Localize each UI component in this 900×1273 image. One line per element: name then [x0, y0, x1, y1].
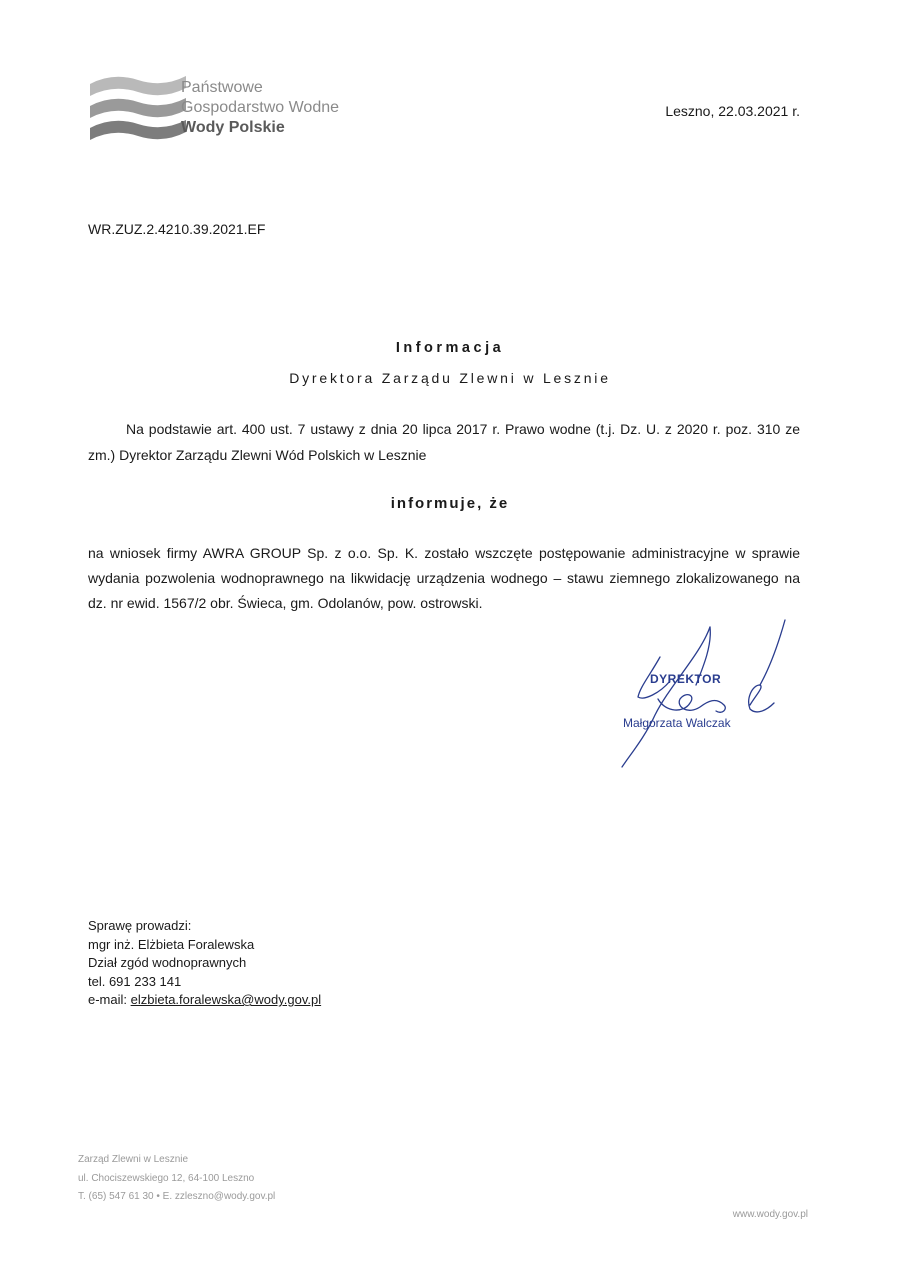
document-subtitle: Dyrektora Zarządu Zlewni w Lesznie — [289, 370, 611, 386]
footer-line-2: ul. Chociszewskiego 12, 64-100 Leszno — [78, 1172, 255, 1184]
contact-email-row — [88, 991, 321, 1010]
document-date: Leszno, 22.03.2021 r. — [665, 103, 800, 119]
contact-label: Sprawę prowadzi: — [88, 918, 192, 933]
wody-polskie-logo-icon — [88, 70, 188, 150]
footer-line-1: Zarząd Zlewni w Lesznie — [78, 1154, 189, 1165]
informs-heading: informuje, że — [390, 495, 510, 512]
document-title: Informacja — [395, 340, 505, 356]
contact-department: Dział zgód wodnoprawnych — [88, 955, 247, 970]
footer-address — [78, 1151, 275, 1207]
website-link[interactable]: www.wody.gov.pl — [732, 1209, 808, 1220]
reference-number: WR.ZUZ.2.4210.39.2021.EF — [88, 221, 266, 237]
signatory-name-stamp: Małgorzata Walczak — [623, 716, 731, 730]
logo-line-3: Wody Polskie — [181, 119, 285, 136]
logo-line-2: Gospodarstwo Wodne — [181, 99, 340, 116]
logo-line-1: Państwowe — [181, 79, 263, 96]
email-label: e-mail: — [88, 992, 131, 1007]
signatory-title-stamp: DYREKTOR — [650, 672, 722, 686]
notice-paragraph: na wniosek firmy AWRA GROUP Sp. z o.o. Sp. K. zostało wszczęte postępowanie administracyjne w sprawie wydania pozwolenia wodnoprawnego na likwidację urządzenia wodnego – stawu ziemnego zlokalizowanego na dz. nr ewid. 1567/2 obr. Świeca, gm. Odolanów, pow. ostrowski. — [88, 545, 800, 611]
contact-phone: tel. 691 233 141 — [88, 973, 182, 989]
contact-block — [88, 917, 321, 1010]
handwritten-signature — [600, 615, 800, 775]
legal-basis-paragraph: Na podstawie art. 400 ust. 7 ustawy z dnia 20 lipca 2017 r. Prawo wodne (t.j. Dz. U. z 2020 r. poz. 310 ze zm.) Dyrektor Zarządu Zlewni Wód Polskich w Lesznie — [88, 421, 800, 463]
footer-line-3: T. (65) 547 61 30 • E. zzleszno@wody.gov.pl — [78, 1191, 276, 1202]
contact-person: mgr inż. Elżbieta Foralewska — [88, 936, 255, 952]
email-link[interactable]: elzbieta.foralewska@wody.gov.pl — [130, 992, 322, 1007]
logo-text — [181, 78, 339, 138]
